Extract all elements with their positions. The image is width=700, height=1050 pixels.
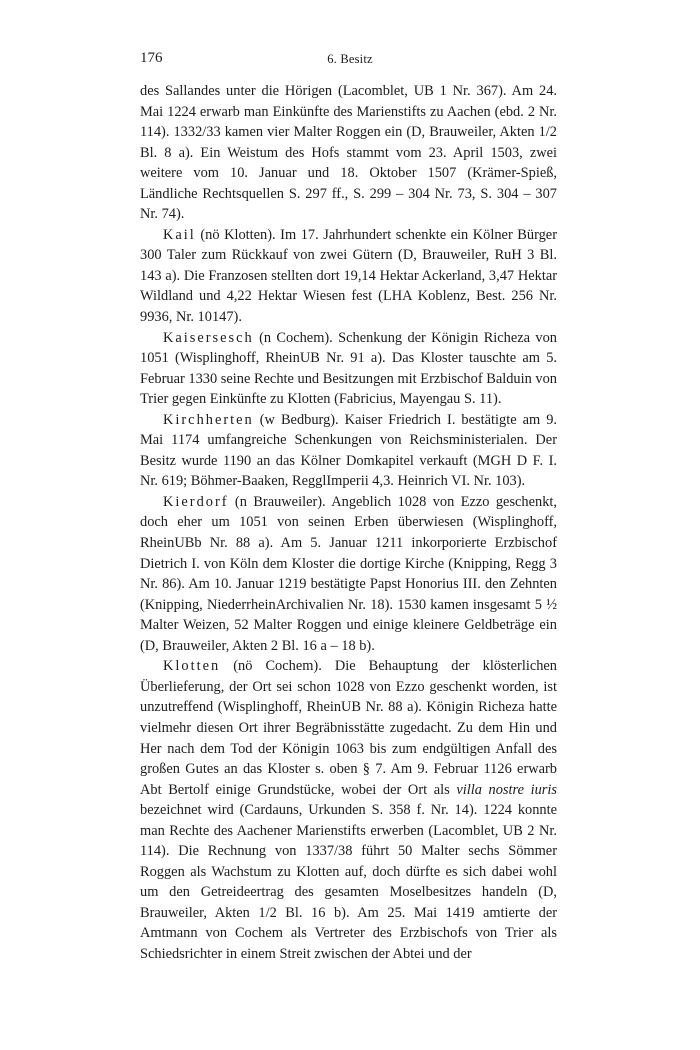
paragraph-text: (nö Klotten). Im 17. Jahrhundert schenkte ein Kölner Bürger 300 Taler zum Rückkauf von zwei Gütern (D, Brauweiler, RuH 3 Bl. 143 a). Die Franzosen stellten dort 19,14 Hektar Ackerland, 3,47 Hektar Wildland und 4,22 Hektar Wiesen fest (LHA Koblenz, Best. 256 Nr. 9936, Nr. 10147). [140, 226, 557, 326]
paragraph-continuation [140, 81, 557, 225]
entry-kirchherten [140, 410, 557, 492]
paragraph-text: des Sallandes unter die Hörigen (Lacomblet, UB 1 Nr. 367). Am 24. Mai 1224 erwarb man Einkünfte des Marienstifts zu Aachen (ebd. 2 Nr. 114). 1332/33 kamen vier Malter Roggen ein (D, Brauweiler, Akten 1/2 Bl. 8 a). Ein Weistum des Hofs stammt vom 23. April 1503, zwei weitere vom 10. Januar und 18. Oktober 1507 (Krämer-Spieß, Ländliche Rechtsquellen S. 297 ff., S. 299 – 304 Nr. 73, S. 304 – 307 Nr. 74). [140, 83, 557, 223]
paragraph-text: bezeichnet wird (Cardauns, Urkunden S. 358 f. Nr. 14). 1224 konnte man Rechte des Aachener Marienstifts erwerben (Lacomblet, UB 2 Nr. 114). Die Rechnung von 1337/38 führt 50 Malter sechs Sömmer Roggen als Wachstum zu Klotten auf, doch dürfte es sich dabei wohl um den Getreideertrag des gesamten Moselbesitzes handeln (D, Brauweiler, Akten 1/2 Bl. 16 b). Am 25. Mai 1419 amtierte der Amtmann von Cochem als Vertreter des Erzbischofs von Trier als Schiedsrichter in einem Streit zwischen der Abtei und der [140, 802, 557, 962]
running-head: 6. Besitz [327, 52, 373, 66]
paragraph-text: (nö Cochem). Die Behauptung der klösterlichen Überlieferung, der Ort sei schon 1028 von Ezzo geschenkt worden, ist unzutreffend (Wisplinghoff, RheinUB Nr. 88 a). Königin Richeza hatte vielmehr diesen Ort ihrer Begräbnisstätte zugedacht. Zu dem Hin und Her nach dem Tod der Königin 1063 bis zum endgültigen Anfall des großen Gutes an das Kloster s. oben § 7. Am 9. Februar 1126 erwarb Abt Bertolf einige Grundstücke, wobei der Ort als [140, 658, 557, 798]
entry-kierdorf [140, 492, 557, 656]
place-name: Kaisersesch [163, 329, 254, 346]
paragraph-text: (w Bedburg). Kaiser Friedrich I. bestätigte am 9. Mai 1174 umfangreiche Schenkungen von Reichsministerialen. Der Besitz wurde 1190 an das Kölner Domkapitel verkauft (MGH D F. I. Nr. 619; Böhmer-Baaken, RegglImperii 4,3. Heinrich VI. Nr. 103). [140, 411, 557, 490]
entry-kaisersesch [140, 328, 557, 410]
latin-phrase: villa nostre iuris [456, 781, 558, 798]
entry-kail [140, 225, 557, 328]
body-text [140, 81, 557, 965]
place-name: Klotten [163, 658, 221, 675]
place-name: Kierdorf [163, 493, 229, 510]
paragraph-text: (n Cochem). Schenkung der Königin Richeza von 1051 (Wisplinghoff, RheinUB Nr. 91 a). Das Kloster tauschte am 5. Februar 1330 seine Rechte und Besitzungen mit Erzbischof Balduin von Trier gegen Einkünfte zu Klotten (Fabricius, Mayengau S. 11). [140, 329, 557, 408]
page-number: 176 [140, 50, 163, 66]
page-header [140, 50, 560, 70]
place-name: Kirchherten [163, 411, 254, 428]
entry-klotten [140, 656, 557, 964]
paragraph-text: (n Brauweiler). Angeblich 1028 von Ezzo geschenkt, doch eher um 1051 von seinen Erben überwiesen (Wisplinghoff, RheinUBb Nr. 88 a). Am 5. Januar 1211 inkorporierte Erzbischof Dietrich I. von Köln dem Kloster die dortige Kirche (Knipping, Regg 3 Nr. 86). Am 10. Januar 1219 bestätigte Papst Honorius III. den Zehnten (Knipping, NiederrheinArchivalien Nr. 18). 1530 kamen insgesamt 5 ½ Malter Weizen, 52 Malter Roggen und einige kleinere Geldbeträge ein (D, Brauweiler, Akten 2 Bl. 16 a – 18 b). [140, 493, 557, 654]
place-name: Kail [163, 226, 196, 243]
